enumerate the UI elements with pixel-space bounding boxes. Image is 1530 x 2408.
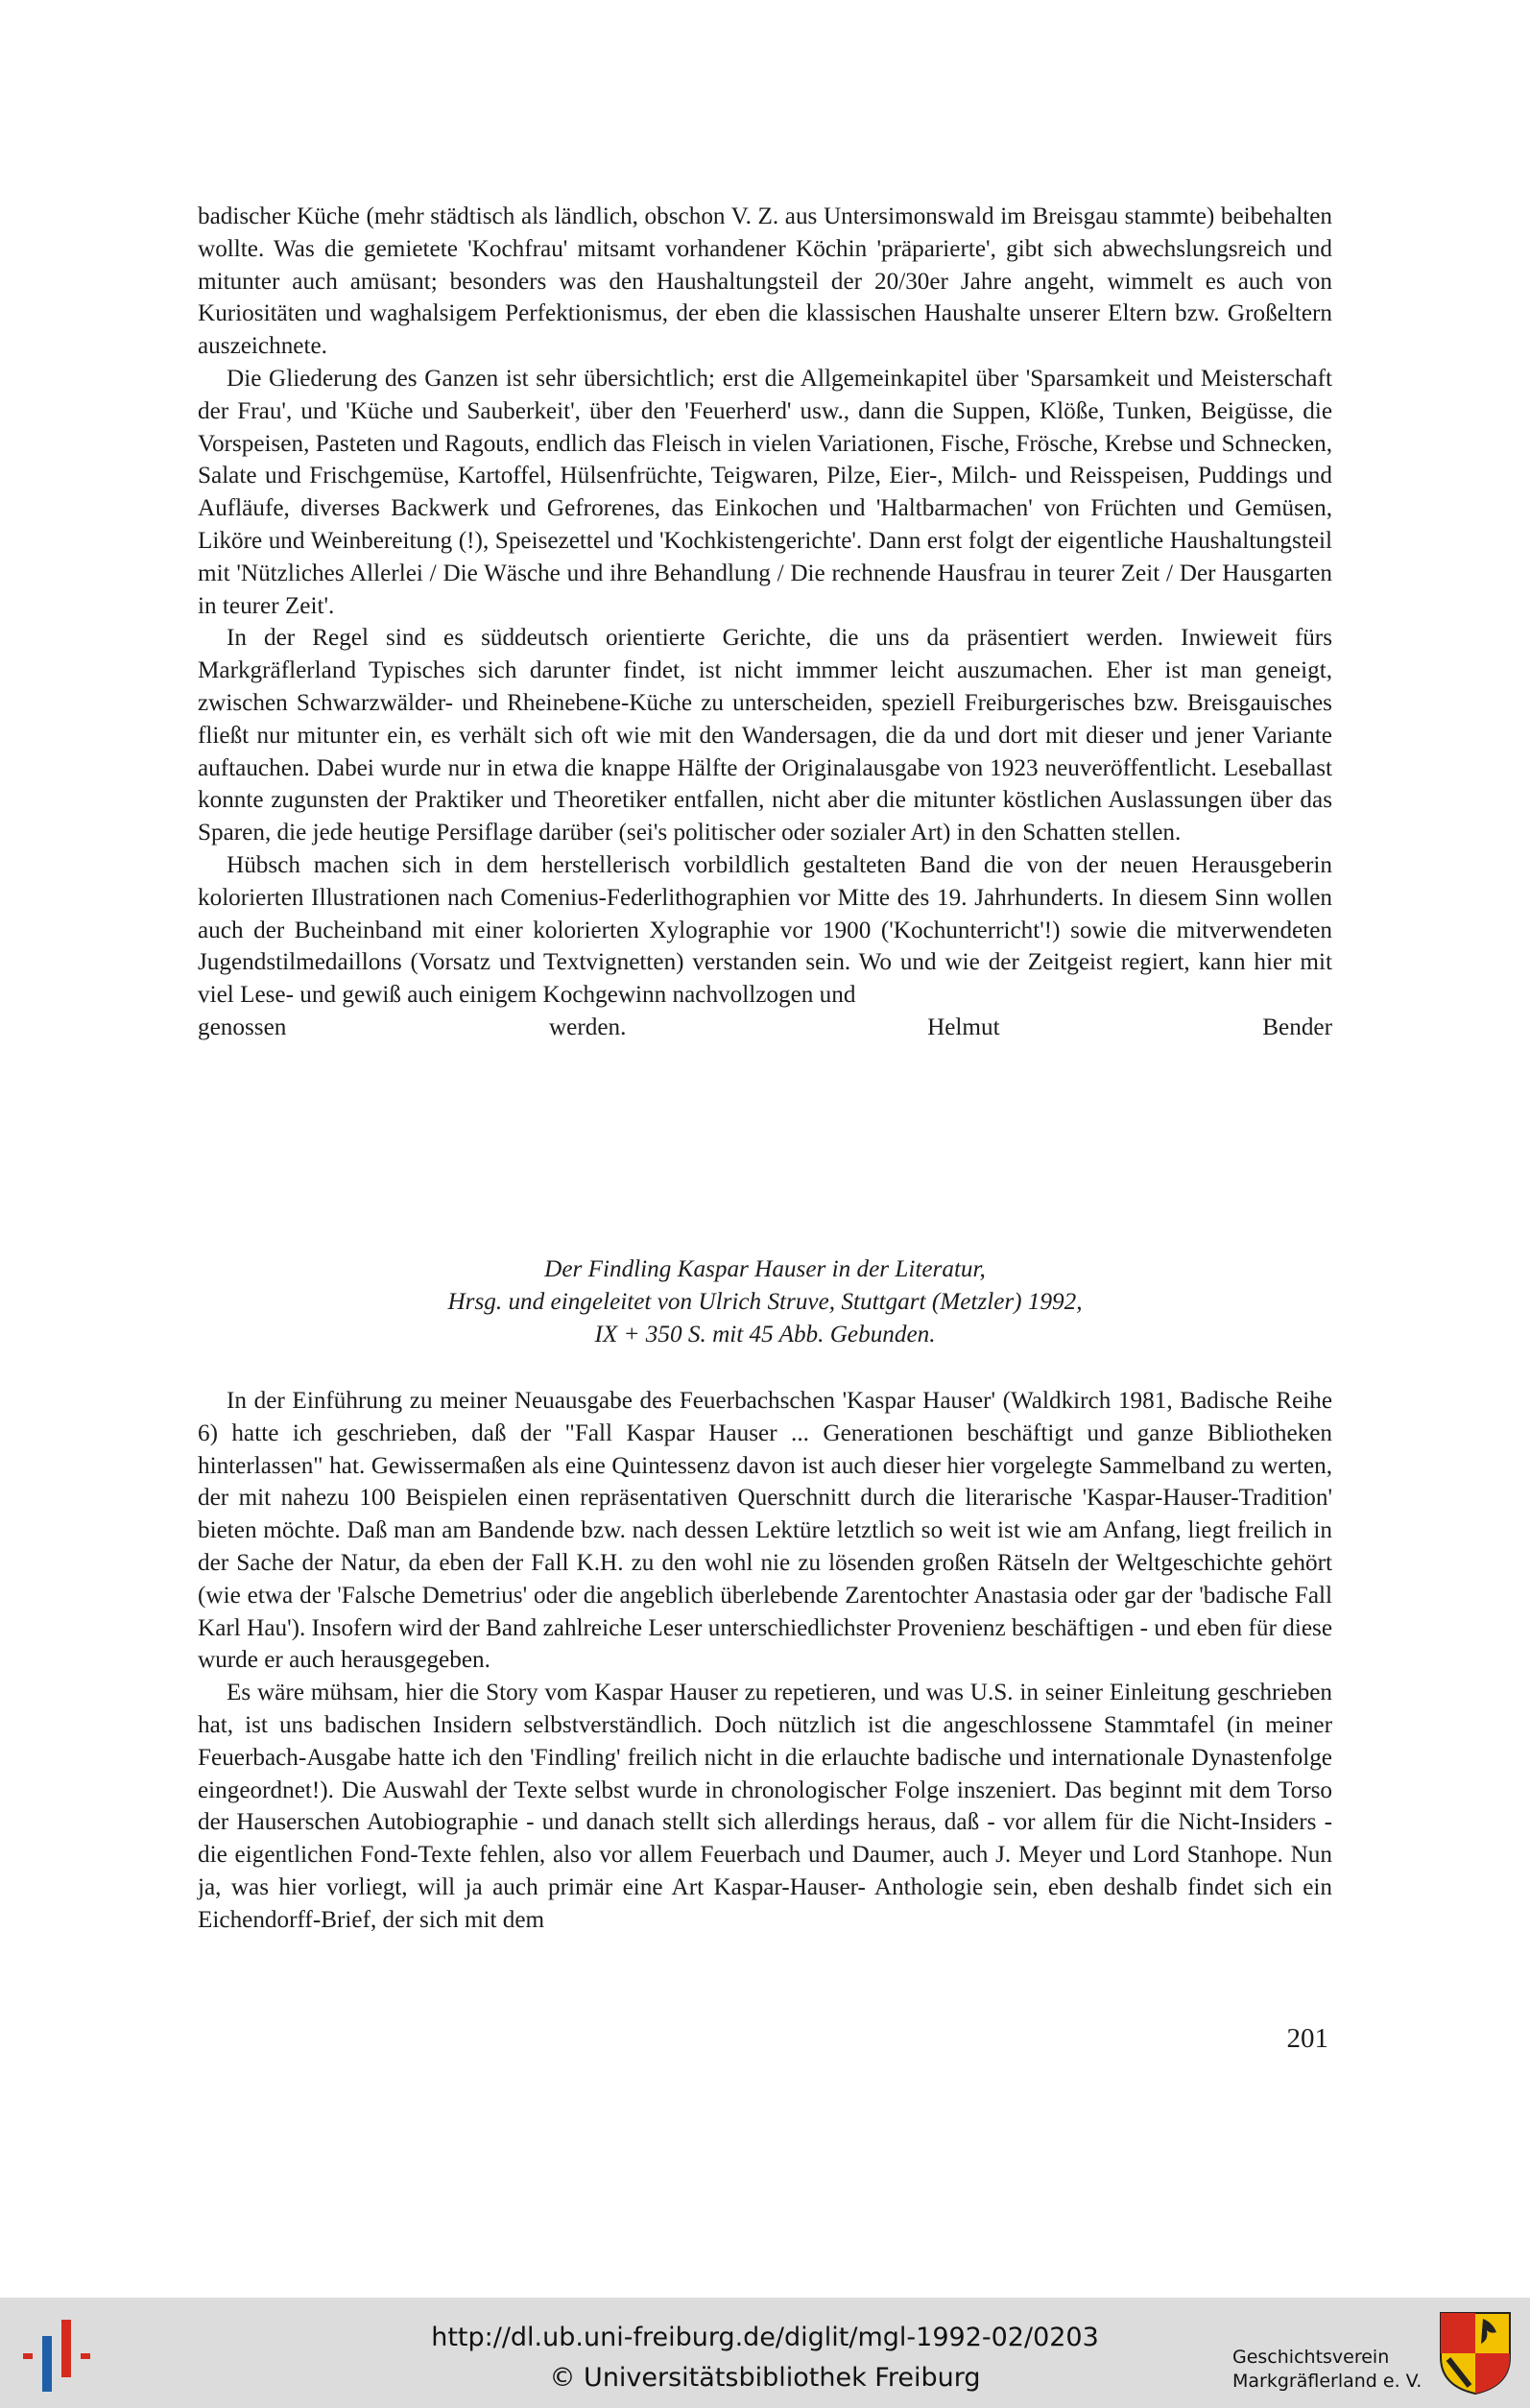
paragraph: In der Einführung zu meiner Neuausgabe des Feuerbachschen 'Kaspar Hauser' (Waldkirch 1981, Badische Reihe 6) hatte ich geschrieben, daß der "Fall Kaspar Hauser ... Generationen beschäftigt und ganze Bibliotheken hinterlassen" hat. Gewissermaßen als eine Quintessenz davon ist auch dieser hier vorgelegte Sammelband zu werten, der mit nahezu 100 Beispielen einen repräsentativen Querschnitt durch die literarische 'Kaspar-Hauser-Tradition' bieten möchte. Daß man am Bandende bzw. nach dessen Lektüre letztlich so weit ist wie am Anfang, liegt freilich in der Sache der Natur, da eben der Fall K.H. zu den wohl nie zu lösenden großen Rätseln der Weltgeschichte gehört (wie etwa der 'Falsche Demetrius' oder die angeblich überlebende Zarentochter Anastasia oder gar der 'badische Fall Karl Hau'). Insofern wird der Band zahlreiche Leser unterschiedlichster Provenienz beschäftigen - und eben für diese wurde er auch herausgegeben. xyxy=(198,1388,1332,1674)
paragraph: Die Gliederung des Ganzen ist sehr übersichtlich; erst die Allgemeinkapitel über 'Sparsamkeit und Meisterschaft der Frau', und 'Küche und Sauberkeit', über den 'Feuerherd' usw., dann die Suppen, Klöße, Tunken, Beigüsse, die Vorspeisen, Pasteten und Ragouts, endlich das Fleisch in vielen Variationen, Fische, Frösche, Krebse und Schnecken, Salate und Frischgemüse, Kartoffel, Hülsenfrüchte, Teigwaren, Pilze, Eier-, Milch- und Reisspeisen, Puddings und Aufläufe, diverses Backwerk und Gefrorenes, das Einkochen und 'Haltbarmachen' von Früchten und Gemüsen, Liköre und Weinbereitung (!), Speisezettel und 'Kochkistengerichte'. Dann erst folgt der eigentliche Haushaltungsteil mit 'Nützliches Allerlei / Die Wäsche und ihre Behandlung / Die rechnende Hausfrau in teurer Zeit / Der Hausgarten in teurer Zeit'. xyxy=(198,365,1332,619)
heading-line-2: Hrsg. und eingeleitet von Ulrich Struve, Stuttgart (Metzler) 1992, xyxy=(447,1289,1083,1315)
author-signature: Helmut Bender xyxy=(927,1013,1332,1040)
footer-bar xyxy=(0,2298,1530,2408)
closing-line xyxy=(198,1012,1332,1044)
review-1-text xyxy=(198,201,1332,1044)
paragraph: badischer Küche (mehr städtisch als ländlich, obschon V. Z. aus Untersimonswald im Breisgau stammte) beibehalten wollte. Was die gemietete 'Kochfrau' mitsamt vorhandener Köchin 'präparierte', gibt sich abwechslungsreich und mitunter auch amüsant; besonders was den Haushaltungsteil der 20/30er Jahre angeht, wimmelt es auch von Kuriositäten und waghalsigem Perfektionismus, der eben die klassischen Haushalte unserer Eltern bzw. Großeltern auszeichnete. xyxy=(198,203,1332,360)
society-name-line-1: Geschichtsverein xyxy=(1232,2347,1390,2368)
page-number: 201 xyxy=(1286,2023,1328,2054)
society-name-line-2: Markgräflerland e. V. xyxy=(1232,2371,1422,2392)
review-2-heading xyxy=(198,1253,1332,1351)
permalink-url[interactable]: http://dl.ub.uni-freiburg.de/diglit/mgl-1992-02/0203 xyxy=(431,2323,1099,2352)
paragraph: Hübsch machen sich in dem herstellerisch vorbildlich gestalteten Band die von der neuen Herausgeberin kolorierten Illustrationen nach Comenius-Federlithographien vor Mitte des 19. Jahrhunderts. In diesem Sinn wollen auch der Bucheinband mit einer kolorierten Xylographie vor 1900 ('Kochunterricht'!) sowie die mitverwendeten Jugendstilmedaillons (Vorsatz und Textvignetten) verstanden sein. Wo und wie der Zeitgeist regiert, kann hier mit viel Lese- und gewiß auch einigem Kochgewinn nachvollzogen und xyxy=(198,851,1332,1009)
paragraph: Es wäre mühsam, hier die Story vom Kaspar Hauser zu repetieren, und was U.S. in seiner Einleitung geschrieben hat, ist uns badischen Insidern selbstverständlich. Doch nützlich ist die angeschlossene Stammtafel (in meiner Feuerbach-Ausgabe hatte ich den 'Findling' freilich nicht in die erlauchte badische und internationale Dynastenfolge eingeordnet!). Die Auswahl der Texte selbst wurde in chronologischer Folge inszeniert. Das beginnt mit dem Torso der Hauserschen Autobiographie - und danach stellt sich allerdings heraus, daß - vor allem für die Nicht-Insiders - die eigentlichen Fond-Texte fehlen, also vor allem Feuerbach und Daumer, auch J. Meyer und Lord Stanhope. Nun ja, was hier vorliegt, will ja auch primär eine Art Kaspar-Hauser- Anthologie sein, eben deshalb findet sich ein Eichendorff-Brief, der sich mit dem xyxy=(198,1680,1332,1933)
heading-line-1: Der Findling Kaspar Hauser in der Literatur, xyxy=(544,1256,986,1282)
society-name xyxy=(1232,2346,1424,2394)
review-2-text xyxy=(198,1385,1332,1937)
paragraph: In der Regel sind es süddeutsch orientierte Gerichte, die uns da präsentiert werden. Inwieweit fürs Markgräflerland Typisches sich darunter findet, ist nicht immmer leicht auszumachen. Eher ist man geneigt, zwischen Schwarzwälder- und Rheinebene-Küche zu unterscheiden, speziell Freiburgerisches bzw. Breisgauisches fließt nur mitunter ein, es verhält sich oft wie mit den Wandersagen, die da und dort mit dieser und jener Variante auftauchen. Dabei wurde nur in etwa die knappe Hälfte der Originalausgabe von 1923 neuveröffentlicht. Leseballast konnte zugunsten der Praktiker und Theoretiker entfallen, nicht aber die mitunter köstlichen Auslassungen über das Sparen, die jede heutige Persiflage darüber (sei's politischer oder sozialer Art) in den Schatten stellen. xyxy=(198,625,1332,846)
copyright-text: © Universitätsbibliothek Freiburg xyxy=(549,2363,981,2393)
closing-text: genossen werden. xyxy=(198,1013,627,1040)
coat-of-arms-icon xyxy=(1437,2309,1514,2397)
heading-line-3: IX + 350 S. mit 45 Abb. Gebunden. xyxy=(594,1322,936,1347)
